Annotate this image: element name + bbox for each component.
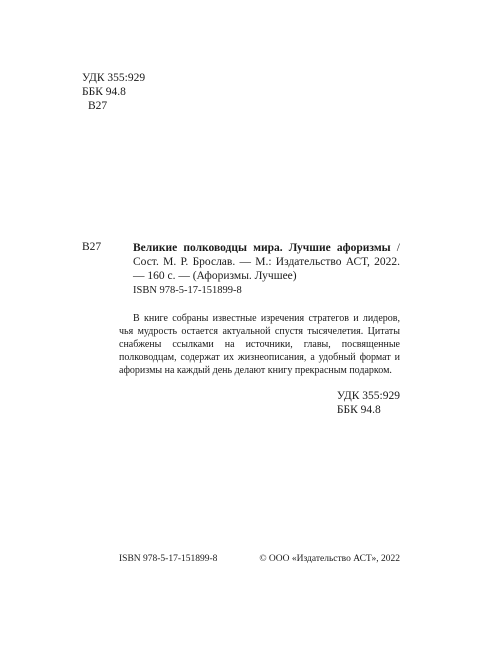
book-title: Великие полководцы мира. Лучшие афоризмы — [133, 242, 391, 254]
annotation-text: В книге собраны известные изречения стратегов и лидеров, чья мудрость остается актуальной спустя тысячелетия. Цитаты снабжены ссылками на источники, главы, посвященные полководцам, содержат их жизнеописания, а удобный формат и афоризмы на каждый день делают книгу прекрасным подарком. — [119, 313, 400, 376]
bbk-code-bottom: ББК 94.8 — [336, 404, 381, 416]
responsibility-statement: / Сост. М. Р. Брослав. — М.: Издательство АСТ, 2022. — 160 с. — (Афоризмы. Лучшее) — [133, 242, 400, 282]
bottom-classification-codes — [337, 389, 400, 417]
annotation — [119, 312, 400, 377]
author-mark: В27 — [88, 100, 108, 112]
bibliographic-entry — [133, 241, 400, 283]
footer-isbn: ISBN 978-5-17-151899-8 — [119, 554, 218, 564]
footer-copyright: © ООО «Издательство АСТ», 2022 — [259, 554, 400, 564]
catalog-card-index: В27 — [82, 241, 102, 253]
udk-code-bottom: УДК 355:929 — [336, 390, 400, 402]
catalog-isbn: ISBN 978-5-17-151899-8 — [133, 285, 242, 296]
udk-code: УДК 355:929 — [82, 72, 146, 84]
bbk-code: ББК 94.8 — [82, 86, 126, 98]
top-classification-codes — [82, 71, 145, 113]
